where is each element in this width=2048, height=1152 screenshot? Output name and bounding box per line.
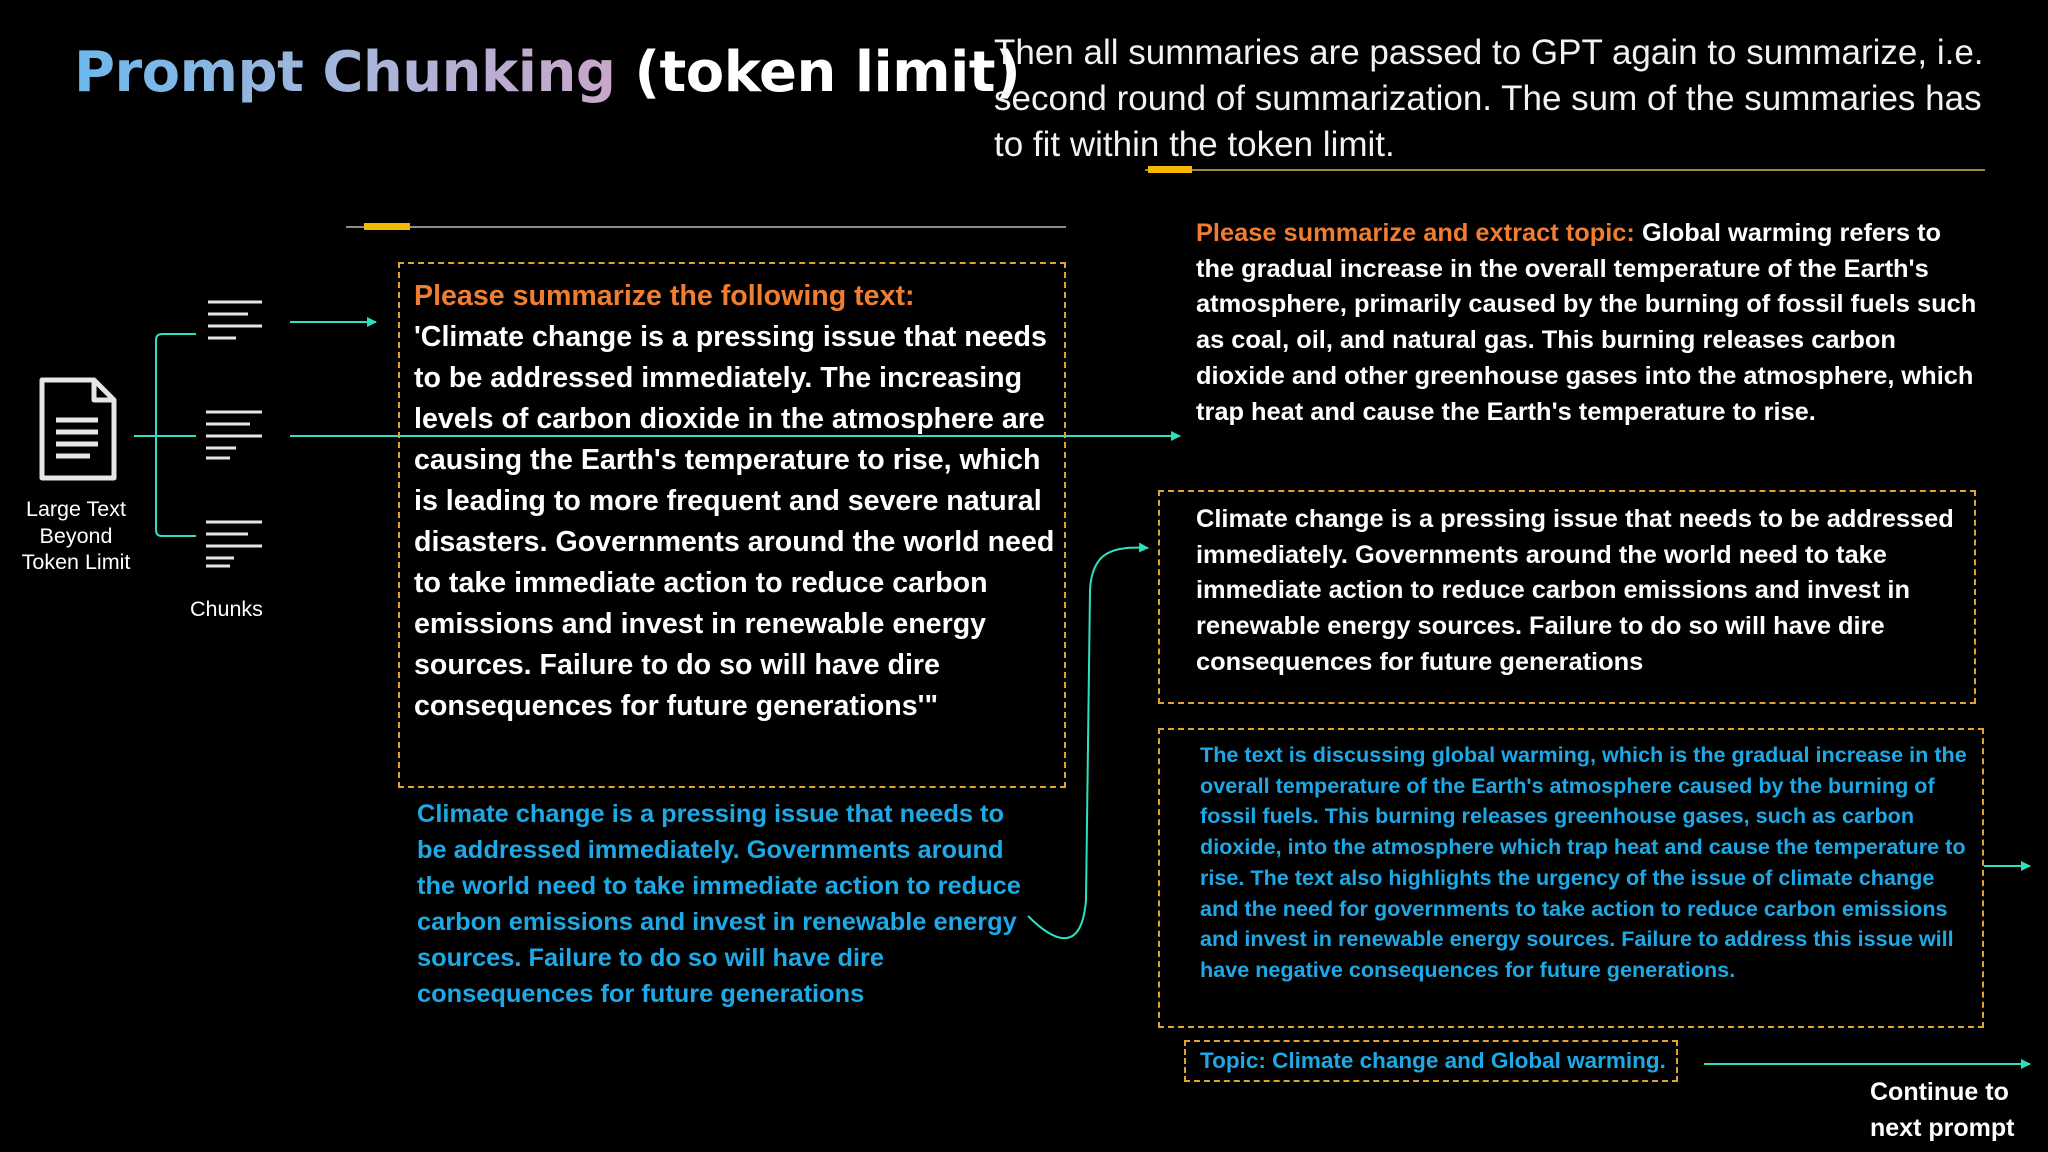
- top-right-rule: [1145, 166, 1985, 173]
- topic-prompt-body: Global warming refers to the gradual increase in the overall temperature of the Earth's atmosphere, primarily caused by the burning of fossil fuels such as coal, oil, and natural gas. This burning releases carbon dioxide and other greenhouse gases into the atmosphere, which trap heat and cause the Earth's temperature to rise.: [1196, 219, 1977, 426]
- prompt-body: 'Climate change is a pressing issue that needs to be addressed immediately. The increasing levels of carbon dioxide in the atmosphere are causing the Earth's temperature to rise, which is leading to more frequent and severe natural disasters. Governments around the world need to take immediate action to reduce carbon emissions and invest in renewable energy sources. Failure to do so will have dire consequences for future generations'": [414, 321, 1055, 722]
- topic-prompt-instruction: Please summarize and extract topic:: [1196, 219, 1635, 247]
- chunk-summary-text: Climate change is a pressing issue that needs to be addressed immediately. Governments around the world need to take immediate action to reduce carbon emissions and invest in renewable energy sources. Failure to do so will have dire consequences for future generations: [417, 800, 1021, 1008]
- title-suffix: (token limit): [634, 40, 1021, 105]
- document-icon: [42, 380, 114, 478]
- topic-text: Topic: Climate change and Global warming.: [1200, 1048, 1666, 1073]
- title-highlight: Prompt Chunking: [74, 40, 616, 105]
- topic-prompt-text: [1196, 216, 1986, 430]
- summary-box-text: Climate change is a pressing issue that needs to be addressed immediately. Governments around the world need to take immediate action to reduce carbon emissions and invest in renewable energy sources. Failure to do so will have dire consequences for future generations: [1196, 505, 1954, 676]
- chunks-label: Chunks: [190, 597, 263, 621]
- combined-summary-text: The text is discussing global warming, which is the gradual increase in the overall temperature of the Earth's atmosphere caused by the burning of fossil fuels. This burning releases greenhouse gases, such as carbon dioxide, into the atmosphere which trap heat and cause the temperature to rise. The text also highlights the urgency of the issue of climate change and the need for governments to take action to reduce carbon emissions and invest in renewable energy sources. Failure to address this issue will have negative consequences for future generations.: [1200, 742, 1967, 982]
- prompt-text: [414, 276, 1060, 727]
- prompt-instruction: Please summarize the following text:: [414, 280, 915, 312]
- lines-icon: [206, 522, 262, 566]
- continue-label: Continue to next prompt: [1870, 1078, 2015, 1142]
- lines-icon: [208, 302, 262, 338]
- left-rule: [346, 223, 1066, 230]
- document-label: Large Text Beyond Token Limit: [21, 497, 131, 574]
- explanation-text: Then all summaries are passed to GPT again to summarize, i.e. second round of summarization. The sum of the summaries has to fit within the token limit.: [994, 33, 1984, 164]
- lines-icon: [206, 412, 262, 458]
- chunk-bracket: [134, 334, 196, 536]
